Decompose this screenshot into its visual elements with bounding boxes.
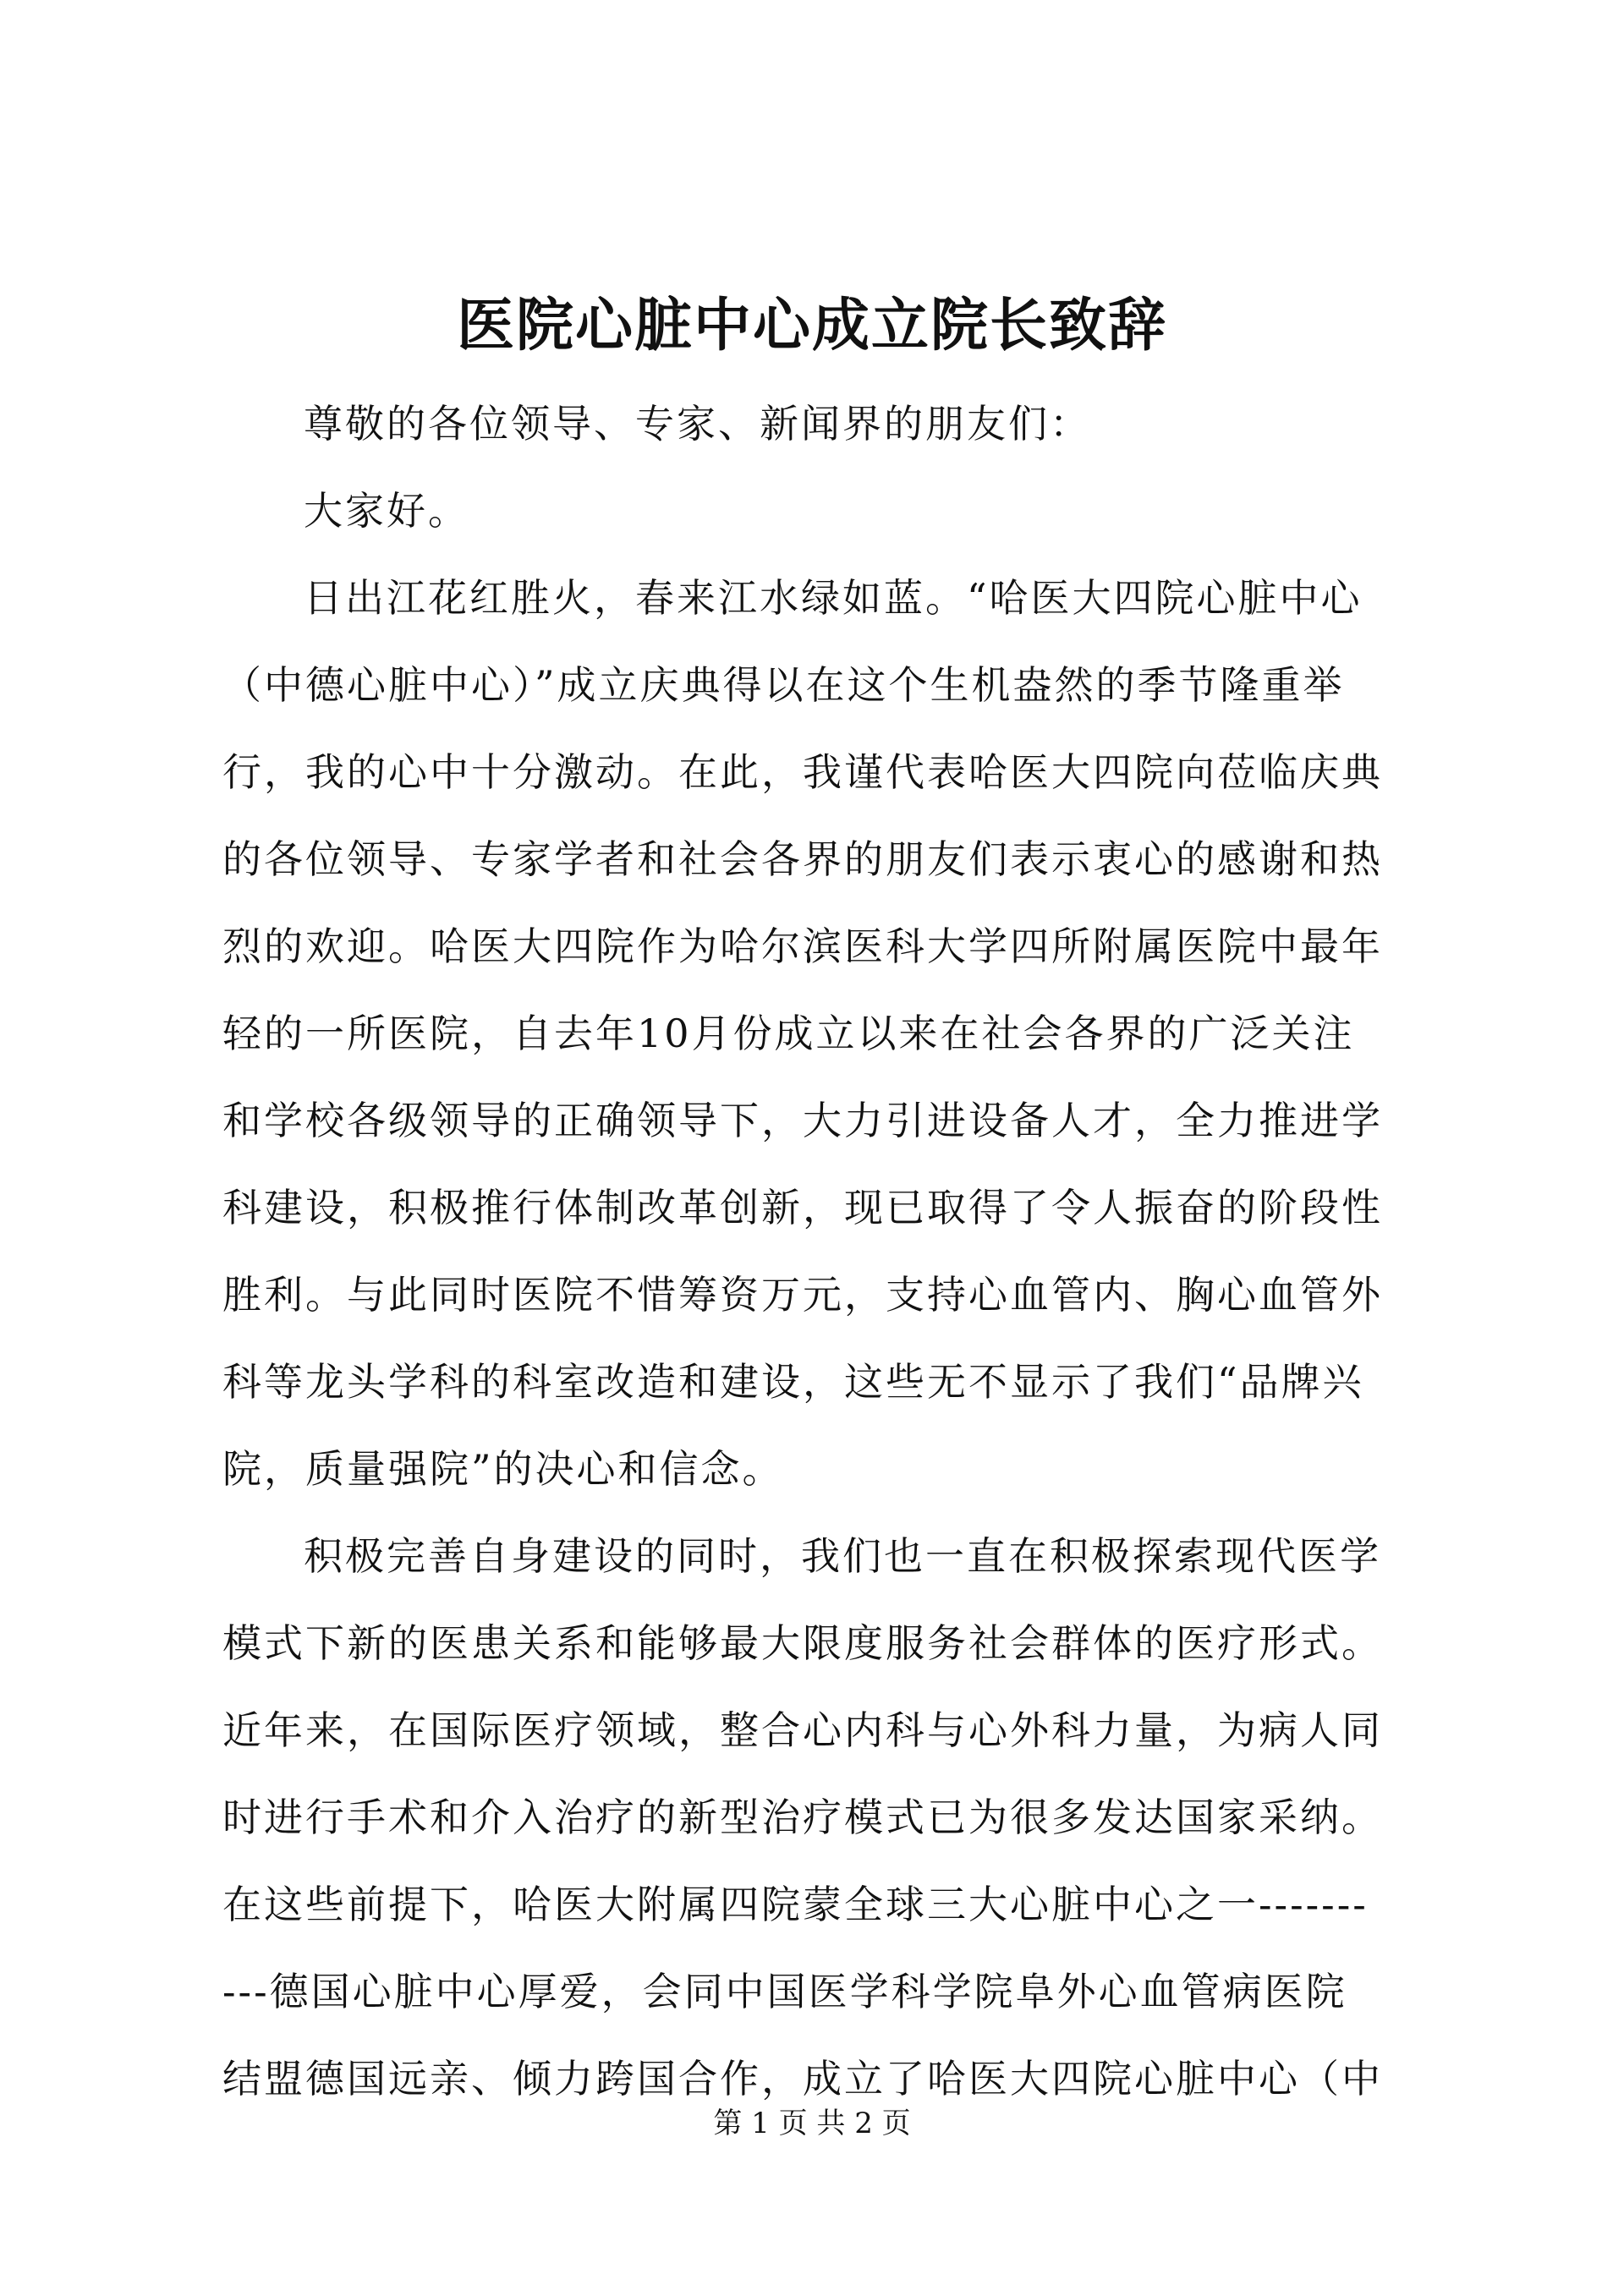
paragraph-line: 科等龙头学科的科室改造和建设，这些无不显示了我们“品牌兴 [222, 1359, 1364, 1405]
paragraph-line: 模式下新的医患关系和能够最大限度服务社会群体的医疗形式。 [222, 1620, 1383, 1666]
paragraph-line: （中德心脏中心）”成立庆典得以在这个生机盎然的季节隆重举 [222, 662, 1345, 708]
paragraph-line: 结盟德国远亲、倾力跨国合作，成立了哈医大四院心脏中心（中 [222, 2056, 1383, 2101]
paragraph-line-hello: 大家好。 [304, 488, 469, 534]
document-body [222, 381, 1424, 2123]
paragraph-line: 胜利。与此同时医院不惜筹资万元，支持心血管内、胸心血管外 [222, 1272, 1383, 1318]
page-number: 第 1 页 共 2 页 [713, 2107, 911, 2140]
paragraph-line: 烈的欢迎。哈医大四院作为哈尔滨医科大学四所附属医院中最年 [222, 923, 1383, 969]
paragraph-line: 的各位领导、专家学者和社会各界的朋友们表示衷心的感谢和热 [222, 836, 1383, 882]
paragraph-line-greeting: 尊敬的各位领导、专家、新闻界的朋友们： [304, 401, 1091, 447]
paragraph-line: ---德国心脏中心厚爱，会同中国医学科学院阜外心血管病医院 [222, 1969, 1347, 2014]
paragraph-line: 科建设，积极推行体制改革创新，现已取得了令人振奋的阶段性 [222, 1185, 1383, 1230]
paragraph-line: 行，我的心中十分激动。在此，我谨代表哈医大四院向莅临庆典 [222, 749, 1383, 795]
paragraph-line: 院，质量强院”的决心和信念。 [222, 1446, 784, 1492]
paragraph-line: 在这些前提下，哈医大附属四院蒙全球三大心脏中心之一------- [222, 1882, 1369, 1927]
paragraph-line: 近年来，在国际医疗领域，整合心内科与心外科力量，为病人同 [222, 1707, 1383, 1753]
paragraph-line: 轻的一所医院，自去年10月份成立以来在社会各界的广泛关注 [222, 1011, 1355, 1056]
page-footer [0, 2102, 1624, 2145]
document-title: 医院心脏中心成立院长致辞 [456, 292, 1167, 359]
paragraph-line: 和学校各级领导的正确领导下，大力引进设备人才，全力推进学 [222, 1098, 1383, 1143]
paragraph-line: 积极完善自身建设的同时，我们也一直在积极探索现代医学 [304, 1533, 1381, 1579]
paragraph-line: 日出江花红胜火，春来江水绿如蓝。“哈医大四院心脏中心 [304, 575, 1363, 621]
paragraph-line: 时进行手术和介入治疗的新型治疗模式已为很多发达国家采纳。 [222, 1795, 1383, 1840]
